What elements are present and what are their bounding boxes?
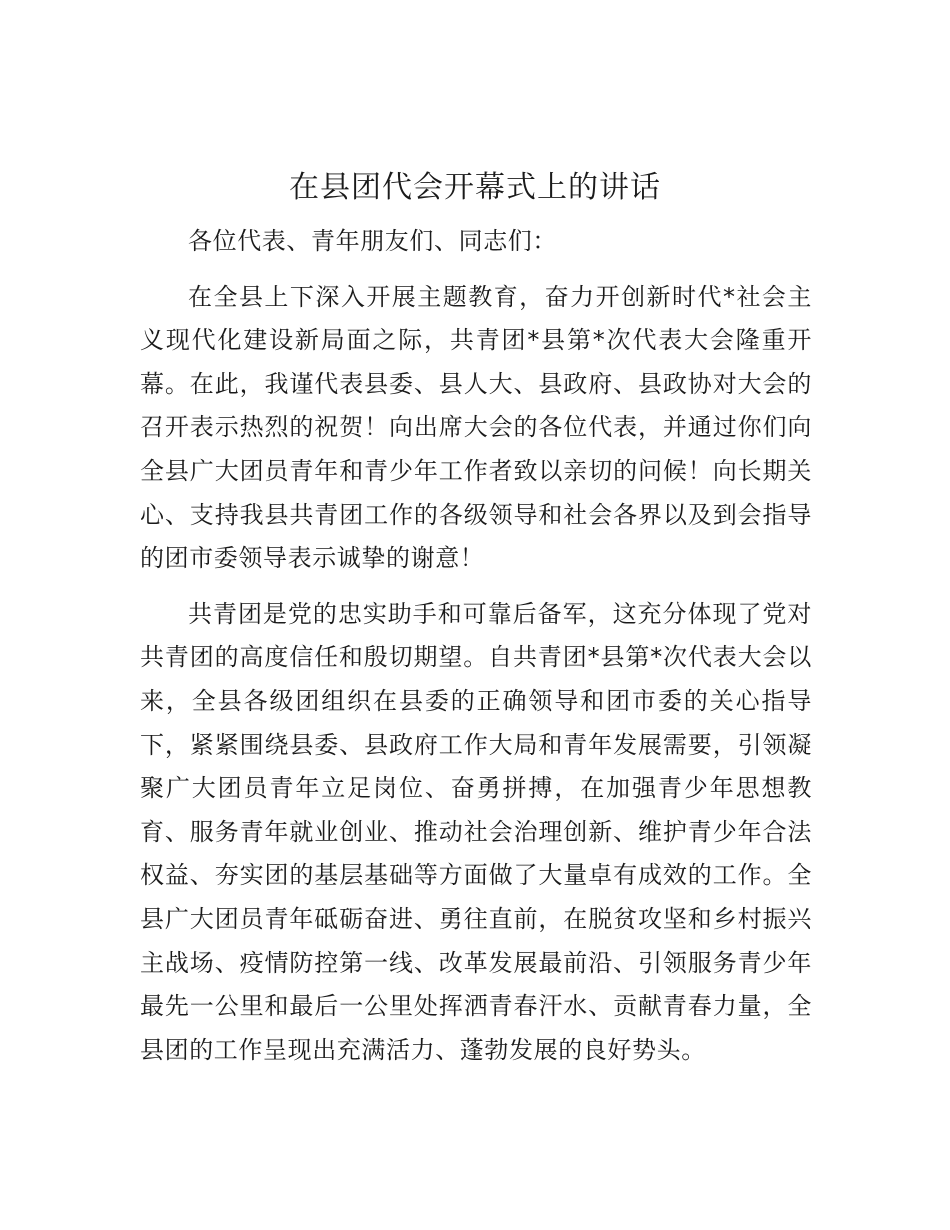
paragraph-2: 共青团是党的忠实助手和可靠后备军，这充分体现了党对共青团的高度信任和殷切期望。自共青团*县第*次代表大会以来，全县各级团组织在县委的正确领导和团市委的关心指导下，紧紧围绕县委、县政府工作大局和青年发展需要，引领凝聚广大团员青年立足岗位、奋勇拼搏，在加强青少年思想教育、服务青年就业创业、推动社会治理创新、维护青少年合法权益、夯实团的基层基础等方面做了大量卓有成效的工作。全县广大团员青年砥砺奋进、勇往直前，在脱贫攻坚和乡村振兴主战场、疫情防控第一线、改革发展最前沿、引领服务青少年最先一公里和最后一公里处挥洒青春汗水、贡献青春力量，全县团的工作呈现出充满活力、蓬勃发展的良好势头。	[140, 599, 812, 1064]
document-body	[140, 220, 812, 1072]
salutation: 各位代表、青年朋友们、同志们：	[188, 227, 557, 255]
document-title: 在县团代会开幕式上的讲话	[289, 170, 661, 205]
paragraph-1: 在全县上下深入开展主题教育，奋力开创新时代*社会主义现代化建设新局面之际，共青团*县第*次代表大会隆重开幕。在此，我谨代表县委、县人大、县政府、县政协对大会的召开表示热烈的祝贺！向出席大会的各位代表，并通过你们向全县广大团员青年和青少年工作者致以亲切的问候！向长期关心、支持我县共青团工作的各级领导和社会各界以及到会指导的团市委领导表示诚挚的谢意！	[140, 282, 812, 573]
